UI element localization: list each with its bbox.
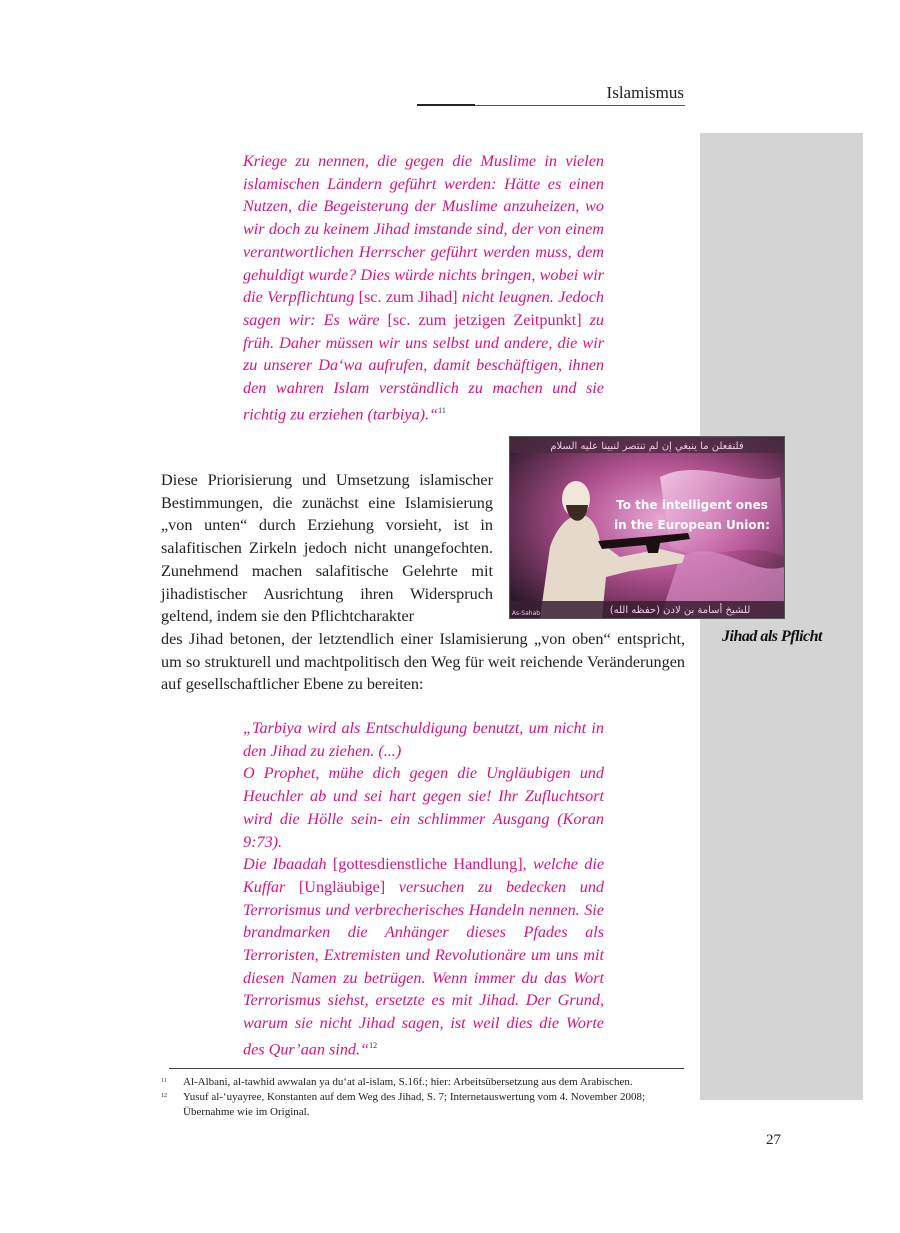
footnote-rule (169, 1068, 684, 1069)
quote-sentence: „Tarbiya wird als Entschuldigung benutzt, um nicht in den Jihad zu ziehen. (...) (243, 719, 604, 760)
footnote-number: 11 (161, 1078, 167, 1084)
top-banner-text: فلنفعلن ما ينبغي إن لم تنتصر لنبينا عليه السلام (550, 441, 744, 452)
bottom-banner-text: للشيخ أسامة بن لادن (حفظه الله) (609, 605, 751, 616)
quote-sentence (243, 853, 604, 1061)
footnote-text: Al-Albani, al-tawhid awwalan ya du‘at al-islam, S.16f.; hier: Arbeitsübersetzung aus dem Arabischen. (183, 1076, 633, 1088)
footnote-text: Yusuf al-‘uyayree, Konstanten auf dem Weg des Jihad, S. 7; Internetauswertung vom 4. November 2008; Übernahme wie im Original. (183, 1091, 646, 1118)
quote-text: , welche die Kuffar (243, 855, 604, 896)
quote-insertion: [sc. zum jetzigen Zeitpunkt] (387, 310, 582, 329)
page-number: 27 (766, 1132, 781, 1148)
quote-text: zu früh. Daher müssen wir uns selbst und andere, die wir zu unserer Da‘wa aufrufen, damit beschäftigen, ihnen den wahren Islam verständlich zu machen und sie richtig zu erziehen (tarbiya).“ (243, 310, 605, 424)
sidebar-label: Jihad als Pflicht (722, 628, 822, 645)
quote-insertion: [sc. zum Jihad] (358, 288, 458, 307)
quote-insertion: [Ungläubige] (298, 877, 386, 896)
footnote-ref: 12 (369, 1040, 378, 1050)
body-paragraph-full: des Jihad betonen, der letztendlich einer Islamisierung „von oben“ entspricht, um so strukturell und machtpolitisch den Weg für weit reichende Veränderungen auf gesellschaftlicher Ebene zu bereiten: (161, 630, 685, 694)
quote-text: nicht leugnen. Jedoch sagen wir: Es wäre (243, 288, 604, 329)
quote-block-2 (243, 717, 604, 1061)
caption-line-2: in the European Union: (614, 518, 770, 532)
photo-artwork (510, 437, 784, 618)
footnote-number: 12 (161, 1093, 167, 1099)
quote-block-1 (243, 150, 604, 426)
caption-line-1: To the intelligent ones (616, 498, 768, 512)
footnote-ref: 11 (438, 405, 446, 415)
logo-text: As-Sahab (511, 610, 541, 617)
smoke-shape (660, 470, 784, 557)
quote-text: Die Ibaadah (243, 855, 333, 874)
body-paragraph-wrapped: Diese Priorisierung und Umsetzung islamischer Bestimmungen, die zunächst eine Islamisierung „von unten“ durch Erziehung vorsieht, ist in salafitischen Zirkeln jedoch nicht unangefochten. Zunehmend machen salafitische Gelehrte mit jihadistischer Ausrichtung ihren Widerspruch geltend, indem sie den Pflichtcharakter (161, 471, 493, 626)
propaganda-photo (509, 436, 785, 619)
header-rule (417, 105, 685, 106)
quote-insertion: [gottesdienstliche Handlung] (332, 855, 523, 874)
header-title: Islamismus (606, 83, 684, 102)
quote-text: Kriege zu nennen, die gegen die Muslime in vielen islamischen Ländern geführt werden: Hätte es einen Nutzen, die Begeisterung der Muslime anzuheizen, wo wir doch zu keinem Jihad imstande sind, der von einem verantwortlichen Herrscher geführt werden muss, dem gehuldigt wurde? Dies würde nichts bringen, wobei wir die Verpflichtung (243, 152, 604, 307)
quote-sentence: O Prophet, mühe dich gegen die Ungläubigen und Heuchler ab und sei hart gegen sie! Ihr Zufluchtsort wird die Hölle sein- ein schlimmer Ausgang (Koran 9:73). (243, 764, 604, 851)
quote-text: versuchen zu bedecken und Terrorismus und verbrecherisches Handeln nennen. Sie brandmarken die Anhänger dieses Pfades als Terroristen, Extremisten und Revolutionäre um uns mit diesen Namen zu betrügen. Wenn immer du das Wort Terrorismus siehst, ersetzte es mit Jihad. Der Grund, warum sie nicht Jihad sagen, ist weil dies die Worte des Qur’aan sind.“ (243, 877, 605, 1059)
